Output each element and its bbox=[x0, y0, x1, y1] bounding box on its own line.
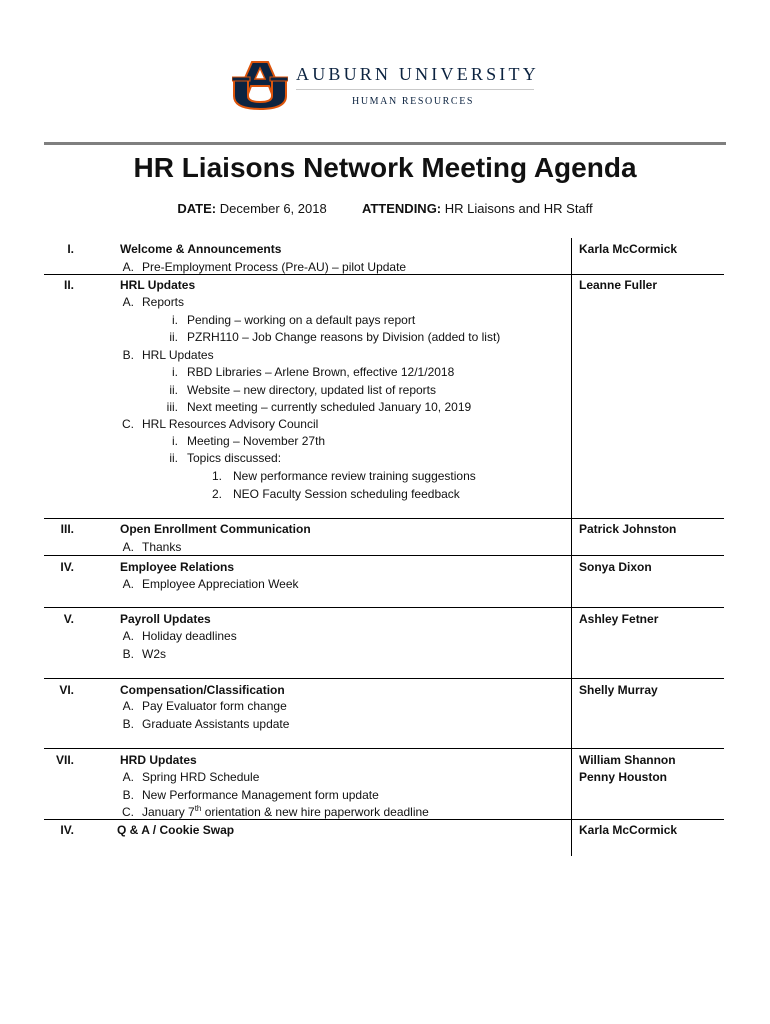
page-title: HR Liaisons Network Meeting Agenda bbox=[133, 152, 637, 183]
agenda-item: Graduate Assistants update bbox=[142, 717, 290, 731]
agenda-item-text: orientation & new hire paperwork deadline bbox=[201, 805, 429, 819]
item-marker: ii. bbox=[169, 451, 178, 465]
agenda-item: Meeting – November 27th bbox=[187, 434, 326, 448]
agenda-item: Spring HRD Schedule bbox=[142, 770, 260, 784]
item-marker: iii. bbox=[166, 400, 178, 414]
meeting-meta bbox=[0, 201, 770, 216]
section-number: III. bbox=[60, 522, 74, 536]
item-marker: C. bbox=[122, 417, 134, 431]
item-marker: A. bbox=[122, 540, 134, 554]
section-number: II. bbox=[63, 278, 74, 292]
item-marker: B. bbox=[122, 717, 134, 731]
section-presenter: Shelly Murray bbox=[579, 683, 658, 697]
agenda-item: PZRH110 – Job Change reasons by Division (added to list) bbox=[187, 330, 501, 344]
item-marker: i. bbox=[172, 365, 178, 379]
agenda-item: New Performance Management form update bbox=[142, 788, 379, 802]
section-title: Open Enrollment Communication bbox=[120, 522, 311, 536]
date-label: DATE: bbox=[177, 201, 217, 216]
row-divider bbox=[44, 748, 724, 749]
row-divider bbox=[44, 274, 724, 275]
section-presenter: William Shannon bbox=[579, 753, 676, 767]
section-title: Welcome & Announcements bbox=[120, 242, 282, 256]
agenda-item: HRL Resources Advisory Council bbox=[142, 417, 319, 431]
agenda-item: RBD Libraries – Arlene Brown, effective 12/1/2018 bbox=[187, 365, 455, 379]
row-divider bbox=[44, 678, 724, 679]
agenda-item: Pending – working on a default pays report bbox=[187, 313, 416, 327]
section-number: IV. bbox=[60, 560, 74, 574]
section-title: Payroll Updates bbox=[120, 612, 211, 626]
section-presenter: Karla McCormick bbox=[579, 823, 678, 837]
section-title: HRD Updates bbox=[120, 753, 197, 767]
item-marker: A. bbox=[122, 260, 134, 274]
item-marker: B. bbox=[122, 788, 134, 802]
department-name: HUMAN RESOURCES bbox=[352, 96, 475, 107]
item-marker: A. bbox=[122, 629, 134, 643]
section-presenter: Karla McCormick bbox=[579, 242, 678, 256]
section-title: HRL Updates bbox=[120, 278, 196, 292]
section-title: Compensation/Classification bbox=[120, 683, 285, 697]
item-marker: B. bbox=[122, 348, 134, 362]
header-rule bbox=[44, 142, 726, 145]
item-marker: 1. bbox=[211, 469, 222, 483]
row-divider bbox=[44, 819, 724, 820]
agenda-item: Pre-Employment Process (Pre-AU) – pilot Update bbox=[142, 260, 407, 274]
item-marker: C. bbox=[122, 805, 134, 819]
section-number: VI. bbox=[59, 683, 74, 697]
item-marker: A. bbox=[122, 577, 134, 591]
agenda-item: W2s bbox=[142, 647, 166, 661]
row-divider bbox=[44, 607, 724, 608]
item-marker: ii. bbox=[169, 383, 178, 397]
section-number: V. bbox=[63, 612, 74, 626]
agenda-item: Reports bbox=[142, 295, 185, 309]
agenda-item: Pay Evaluator form change bbox=[142, 699, 287, 713]
item-marker: A. bbox=[122, 699, 134, 713]
ordinal-suffix: th bbox=[194, 804, 202, 813]
agenda-item: HRL Updates bbox=[142, 348, 214, 362]
agenda-item: New performance review training suggestions bbox=[233, 469, 476, 483]
column-divider bbox=[571, 238, 572, 856]
section-number: IV. bbox=[60, 823, 74, 837]
section-title: Employee Relations bbox=[120, 560, 235, 574]
agenda-item: Employee Appreciation Week bbox=[142, 577, 299, 591]
item-marker: B. bbox=[122, 647, 134, 661]
row-divider bbox=[44, 518, 724, 519]
date-value: December 6, 2018 bbox=[219, 201, 327, 216]
section-presenter-secondary: Penny Houston bbox=[579, 770, 668, 784]
item-marker: A. bbox=[122, 770, 134, 784]
agenda-item: Thanks bbox=[142, 540, 182, 554]
attending-label: ATTENDING: bbox=[361, 201, 442, 216]
row-divider bbox=[44, 555, 724, 556]
attending-value: HR Liaisons and HR Staff bbox=[444, 201, 593, 216]
section-number: I. bbox=[67, 242, 74, 256]
section-presenter: Patrick Johnston bbox=[579, 522, 677, 536]
logo-divider bbox=[296, 89, 534, 90]
agenda-item bbox=[142, 805, 429, 819]
item-marker: ii. bbox=[169, 330, 178, 344]
section-presenter: Leanne Fuller bbox=[579, 278, 658, 292]
section-title: Q & A / Cookie Swap bbox=[117, 823, 235, 837]
agenda-item: Website – new directory, updated list of reports bbox=[187, 383, 437, 397]
agenda-item: Holiday deadlines bbox=[142, 629, 237, 643]
auburn-au-logo bbox=[232, 60, 288, 110]
item-marker: i. bbox=[172, 313, 178, 327]
section-presenter: Sonya Dixon bbox=[579, 560, 652, 574]
item-marker: A. bbox=[122, 295, 134, 309]
item-marker: 2. bbox=[211, 487, 222, 501]
section-number: VII. bbox=[55, 753, 74, 767]
university-name: AUBURN UNIVERSITY bbox=[296, 64, 539, 84]
item-marker: i. bbox=[172, 434, 178, 448]
agenda-item: Topics discussed: bbox=[187, 451, 282, 465]
agenda-item: Next meeting – currently scheduled January 10, 2019 bbox=[187, 400, 472, 414]
agenda-item-text: January 7 bbox=[142, 805, 195, 819]
section-presenter: Ashley Fetner bbox=[579, 612, 659, 626]
agenda-item: NEO Faculty Session scheduling feedback bbox=[233, 487, 460, 501]
